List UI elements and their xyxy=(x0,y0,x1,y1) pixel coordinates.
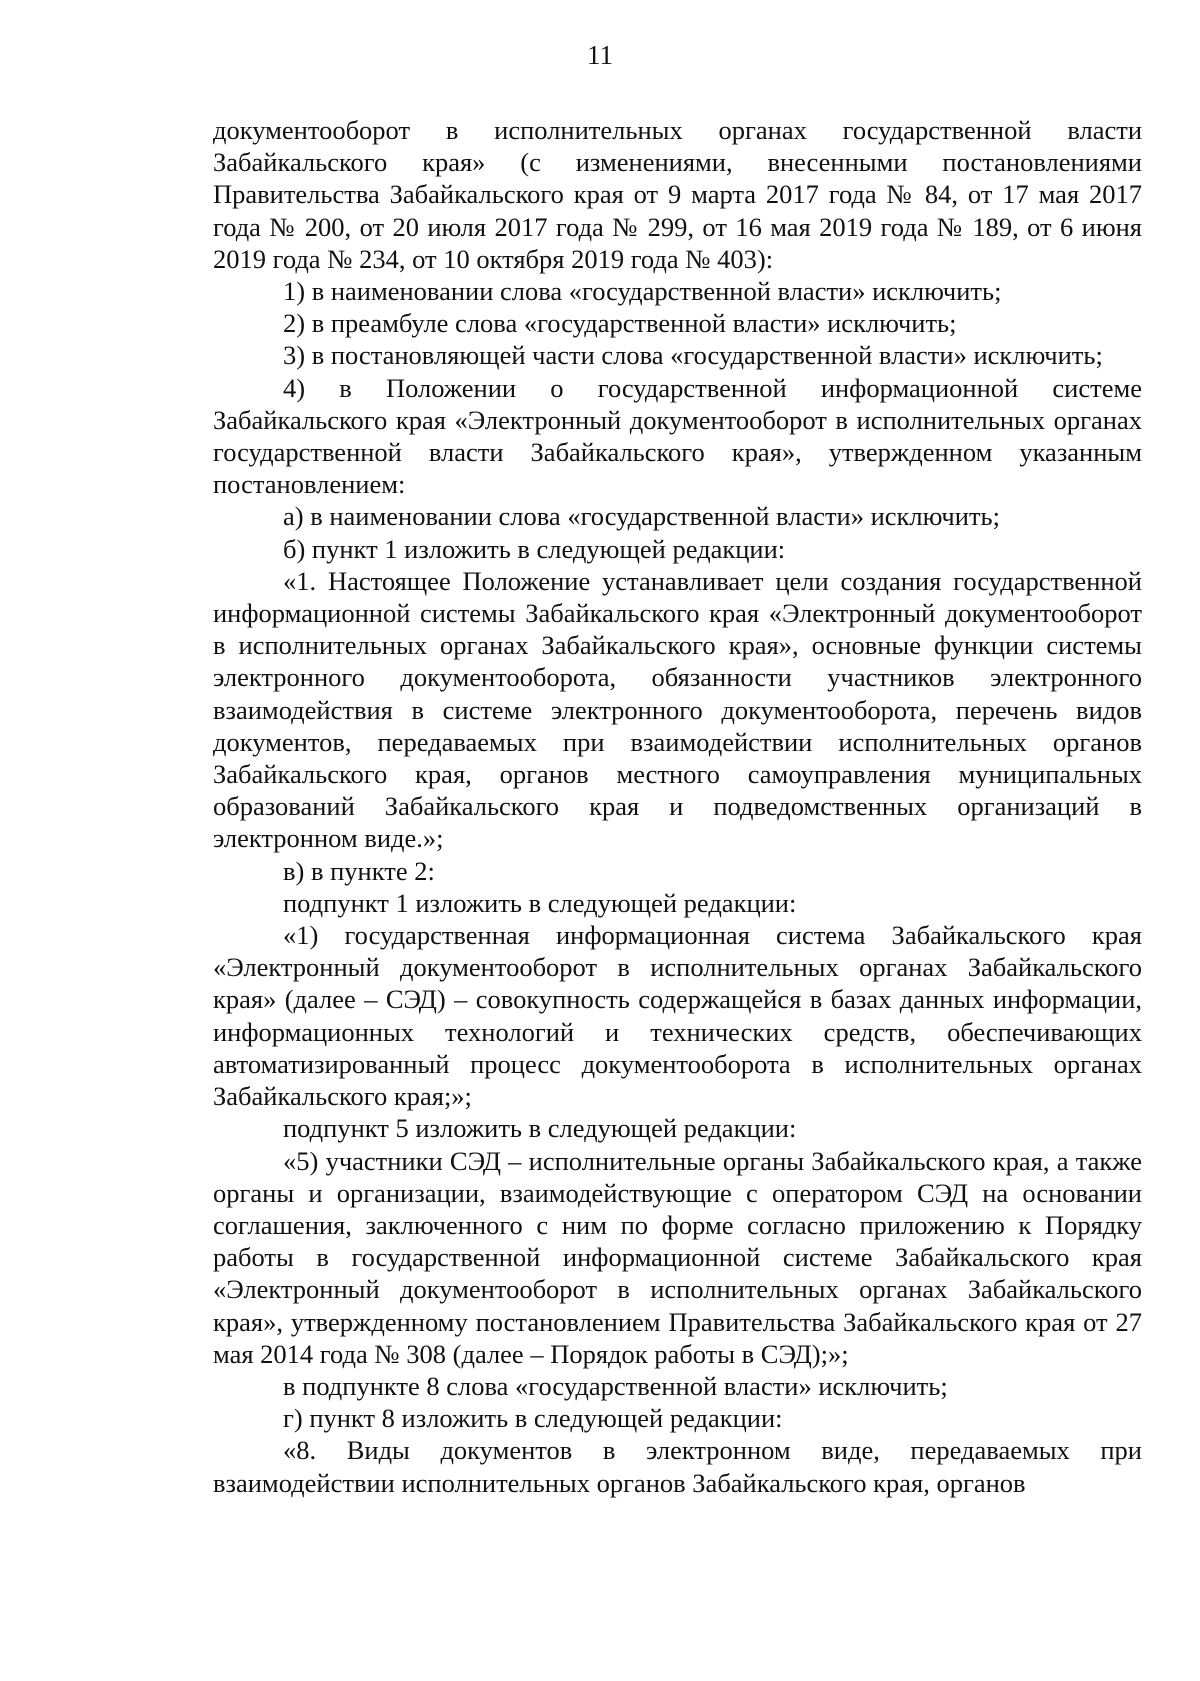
paragraph: в) в пункте 2: xyxy=(283,855,435,886)
paragraph: подпункт 5 изложить в следующей редакции: xyxy=(283,1113,797,1144)
paragraph: г) пункт 8 изложить в следующей редакции: xyxy=(283,1403,783,1434)
paragraph: «5) участники СЭД – исполнительные органы Забайкальского края, а также органы и организации, взаимодействующие с оператором СЭД на основании соглашения, заключенного с ним по форме согласно приложению к Порядку работы в государственной информационной системе Забайкальского края «Электронный документооборот в исполнительных органах Забайкальского края», утвержденному постановлением Правительства Забайкальского края от 27 мая 2014 года № 308 (далее – Порядок работы в СЭД);»; xyxy=(213,1145,1142,1369)
paragraph: в подпункте 8 слова «государственной власти» исключить; xyxy=(283,1370,948,1401)
paragraph: 2) в преамбуле слова «государственной власти» исключить; xyxy=(283,308,957,339)
paragraph: «1) государственная информационная система Забайкальского края «Электронный документооборот в исполнительных органах Забайкальского края» (далее – СЭД) – совокупность содержащейся в базах данных информации, информационных технологий и технических средств, обеспечивающих автоматизированный процесс документооборота в исполнительных органах Забайкальского края;»; xyxy=(213,920,1142,1112)
page-number: 11 xyxy=(587,40,613,70)
paragraph: «1. Настоящее Положение устанавливает цели создания государственной информационной системы Забайкальского края «Электронный документооборот в исполнительных органах Забайкальского края», основные функции системы электронного документооборота, обязанности участников электронного взаимодействия в системе электронного документооборота, перечень видов документов, передаваемых при взаимодействии исполнительных органов Забайкальского края, органов местного самоуправления муниципальных образований Забайкальского края и подведомственных организаций в электронном виде.»; xyxy=(213,565,1142,854)
paragraph: 4) в Положении о государственной информационной системе Забайкальского края «Электронный документооборот в исполнительных органах государственной власти Забайкальского края», утвержденном указанным постановлением: xyxy=(213,372,1142,500)
paragraph: 1) в наименовании слова «государственной власти» исключить; xyxy=(283,276,1002,307)
paragraph: подпункт 1 изложить в следующей редакции: xyxy=(283,887,797,918)
paragraph: а) в наименовании слова «государственной власти» исключить; xyxy=(283,501,1000,532)
paragraph: документооборот в исполнительных органах государственной власти Забайкальского края» (с изменениями, внесенными постановлениями Правительства Забайкальского края от 9 марта 2017 года № 84, от 17 мая 2017 года № 200, от 20 июля 2017 года № 299, от 16 мая 2019 года № 189, от 6 июня 2019 года № 234, от 10 октября 2019 года № 403): xyxy=(213,115,1142,274)
paragraph: б) пункт 1 изложить в следующей редакции: xyxy=(283,533,786,564)
paragraph: 3) в постановляющей части слова «государственной власти» исключить; xyxy=(283,340,1103,371)
paragraph: «8. Виды документов в электронном виде, передаваемых при взаимодействии исполнительных органов Забайкальского края, органов xyxy=(213,1435,1142,1498)
document-body xyxy=(213,114,1142,1499)
